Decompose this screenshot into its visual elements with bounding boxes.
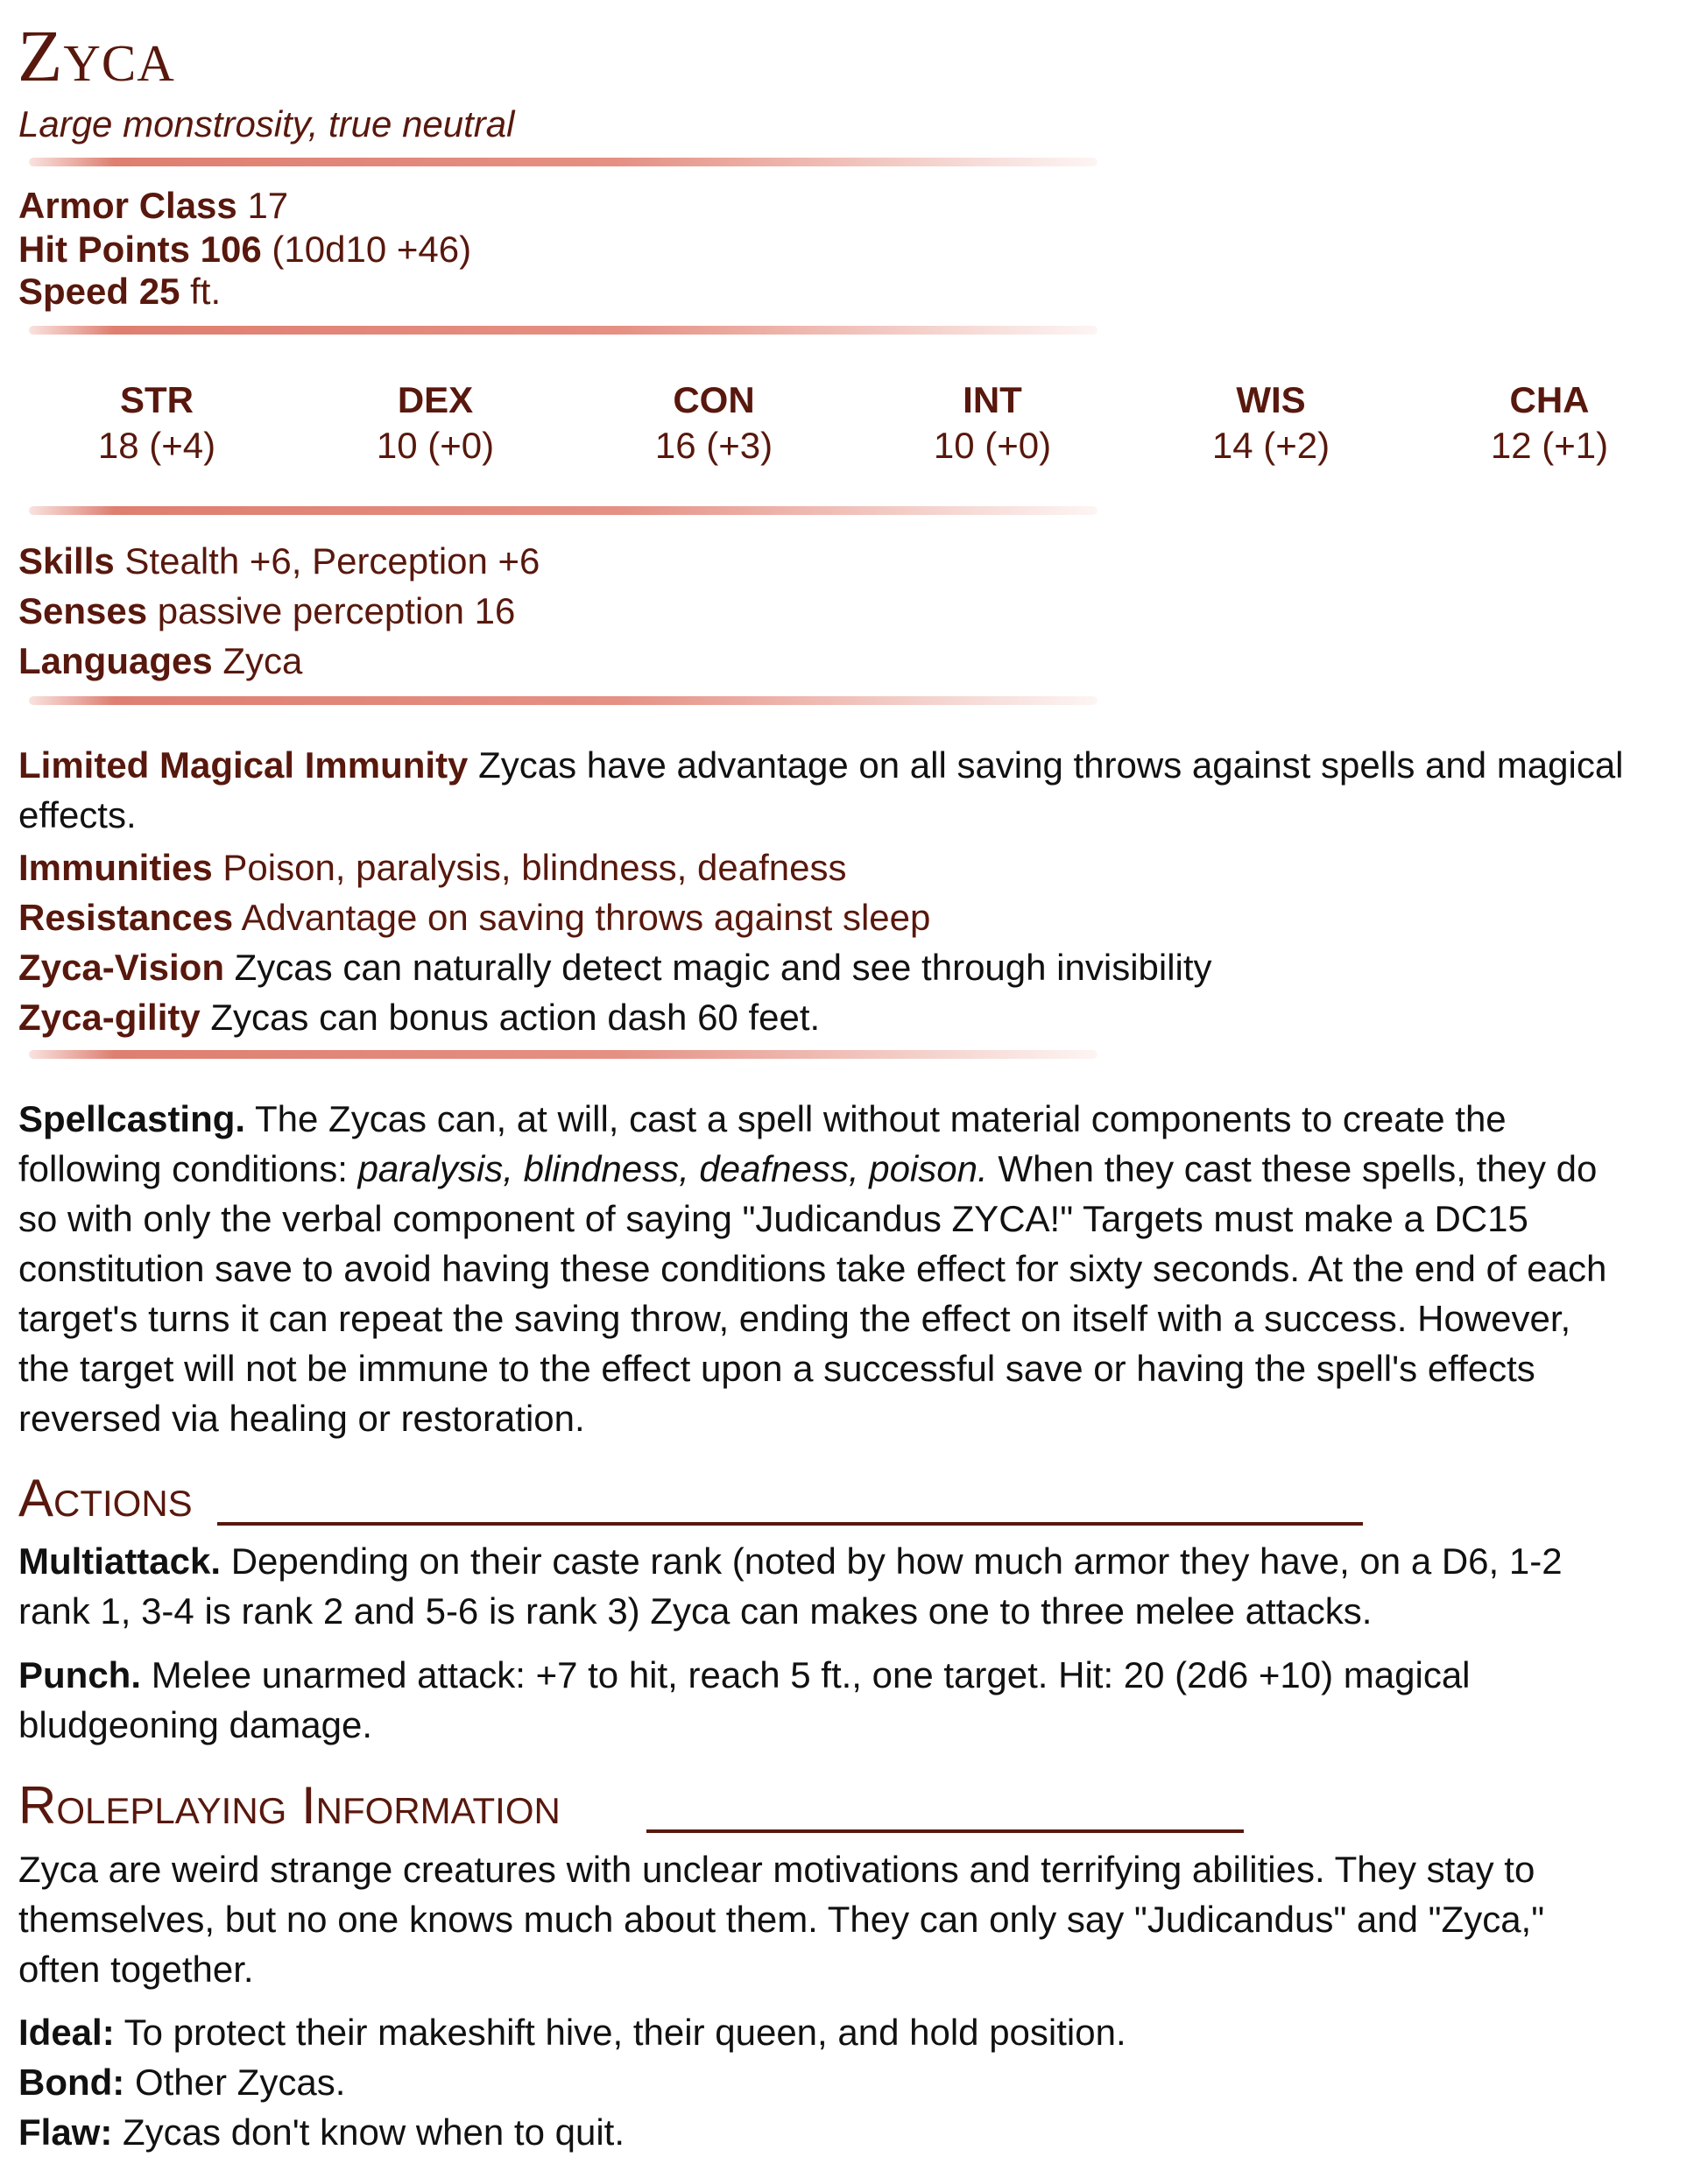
trait-label: Zyca-Vision: [18, 947, 224, 988]
multiattack-label: Multiattack.: [18, 1540, 222, 1582]
spellcasting-text: The Zycas can, at will, cast a spell without material components to create the: [255, 1098, 1507, 1139]
punch-label: Punch.: [18, 1654, 142, 1695]
roleplaying-text: Zyca are weird strange creatures with unclear motivations and terrifying abilities. They stay to: [18, 1849, 1535, 1890]
ability-wis: [1132, 350, 1410, 468]
immunities-label: Immunities: [18, 847, 213, 888]
speed-unit: ft.: [190, 271, 222, 312]
ability-value: 18 (+4): [97, 425, 216, 466]
trait-zyca-vision: [18, 942, 1212, 992]
flaw-row: [18, 2107, 1683, 2157]
ability-cha: [1410, 350, 1689, 468]
spellcasting-label: Spellcasting.: [18, 1098, 246, 1139]
ability-key: INT: [963, 379, 1022, 420]
hit-points-label: Hit Points: [18, 229, 190, 270]
armor-class-row: [18, 184, 288, 228]
punch-text: bludgeoning damage.: [18, 1704, 373, 1745]
senses-row: [18, 589, 515, 633]
speed-label: Speed: [18, 271, 130, 312]
ability-key: STR: [120, 379, 194, 420]
ability-key: CON: [673, 379, 755, 420]
trait-label: Zyca-gility: [18, 997, 201, 1038]
ability-value: 12 (+1): [1490, 425, 1609, 466]
ability-value: 16 (+3): [654, 425, 773, 466]
divider-rule: [29, 1050, 1097, 1059]
roleplaying-heading: Roleplaying Information: [18, 1776, 561, 1835]
resistances-value: Advantage on saving throws against sleep: [241, 897, 931, 938]
resistances-row: [18, 892, 930, 942]
spellcasting-paragraph: [18, 1094, 1683, 1443]
divider-rule: [29, 158, 1097, 166]
spellcasting-text: reversed via healing or restoration.: [18, 1398, 585, 1439]
roleplaying-text: often together.: [18, 1949, 254, 1990]
hit-points-formula: (10d10 +46): [272, 229, 472, 270]
immunities-row: [18, 842, 846, 892]
ideal-row: [18, 2007, 1683, 2057]
divider-rule: [29, 326, 1097, 335]
senses-value: passive perception 16: [157, 590, 516, 631]
ability-int: [853, 350, 1132, 468]
punch-paragraph: [18, 1650, 1683, 1750]
trait-text: Zycas can bonus action dash 60 feet.: [210, 997, 821, 1038]
creature-name: Zyca: [18, 16, 175, 97]
ability-key: CHA: [1509, 379, 1590, 420]
roleplaying-heading-rule: [646, 1829, 1244, 1833]
languages-label: Languages: [18, 640, 213, 681]
spellcasting-text: so with only the verbal component of saying "Judicandus ZYCA!" Targets must make a DC15: [18, 1198, 1528, 1239]
speed-value: 25: [138, 271, 180, 312]
spellcasting-text: constitution save to avoid having these conditions take effect for sixty seconds. At the end of each: [18, 1248, 1607, 1289]
trait-text: Zycas can naturally detect magic and see through invisibility: [234, 947, 1212, 988]
speed-row: [18, 270, 221, 314]
bond-value: Other Zycas.: [134, 2062, 346, 2103]
multiattack-text: rank 1, 3-4 is rank 2 and 5-6 is rank 3) Zyca can makes one to three melee attacks.: [18, 1590, 1373, 1632]
languages-row: [18, 639, 302, 683]
spellcasting-text: When they cast these spells, they do: [998, 1148, 1598, 1189]
punch-text: Melee unarmed attack: +7 to hit, reach 5 ft., one target. Hit: 20 (2d6 +10) magical: [151, 1654, 1471, 1695]
skills-row: [18, 539, 540, 583]
ability-scores: [18, 350, 1699, 499]
ability-key: DEX: [397, 379, 474, 420]
roleplaying-text: themselves, but no one knows much about them. They can only say "Judicandus" and "Zyca,": [18, 1899, 1545, 1940]
ability-value: 14 (+2): [1211, 425, 1330, 466]
spellcasting-text: target's turns it can repeat the saving throw, ending the effect on itself with a success. However,: [18, 1298, 1571, 1339]
flaw-value: Zycas don't know when to quit.: [123, 2111, 625, 2153]
trait-zyca-gility: [18, 992, 820, 1042]
ability-value: 10 (+0): [376, 425, 495, 466]
ideal-label: Ideal:: [18, 2012, 115, 2053]
divider-rule: [29, 696, 1097, 705]
spellcasting-text: following conditions:: [18, 1148, 348, 1189]
skills-value: Stealth +6, Perception +6: [124, 540, 540, 582]
ability-str: [18, 350, 296, 468]
spellcasting-conditions: paralysis, blindness, deafness, poison.: [357, 1148, 988, 1189]
trait-text: Zycas have advantage on all saving throws against spells and magical: [478, 744, 1624, 786]
roleplaying-intro: [18, 1844, 1683, 1994]
armor-class-label: Armor Class: [18, 185, 237, 226]
immunities-value: Poison, paralysis, blindness, deafness: [222, 847, 847, 888]
trait-label: Limited Magical Immunity: [18, 744, 469, 786]
languages-value: Zyca: [222, 640, 303, 681]
bond-row: [18, 2057, 1683, 2107]
actions-heading: Actions: [18, 1469, 193, 1527]
flaw-label: Flaw:: [18, 2111, 113, 2153]
resistances-label: Resistances: [18, 897, 234, 938]
hit-points-row: [18, 228, 471, 271]
ability-key: WIS: [1236, 379, 1306, 420]
bond-label: Bond:: [18, 2062, 125, 2103]
multiattack-paragraph: [18, 1536, 1683, 1636]
trait-limited-magical-immunity: [18, 740, 1624, 840]
hit-points-value: 106: [200, 229, 262, 270]
skills-label: Skills: [18, 540, 115, 582]
actions-heading-rule: [217, 1522, 1363, 1526]
multiattack-text: Depending on their caste rank (noted by how much armor they have, on a D6, 1-2: [230, 1540, 1563, 1582]
divider-rule: [29, 506, 1097, 515]
armor-class-value: 17: [247, 185, 289, 226]
spellcasting-text: the target will not be immune to the effect upon a successful save or having the spell's effects: [18, 1348, 1535, 1389]
ability-value: 10 (+0): [933, 425, 1052, 466]
ability-con: [575, 350, 853, 468]
trait-text: effects.: [18, 794, 137, 835]
creature-subtitle: Large monstrosity, true neutral: [18, 103, 515, 145]
senses-label: Senses: [18, 590, 148, 631]
ideal-value: To protect their makeshift hive, their queen, and hold position.: [124, 2012, 1126, 2053]
ability-dex: [296, 350, 575, 468]
